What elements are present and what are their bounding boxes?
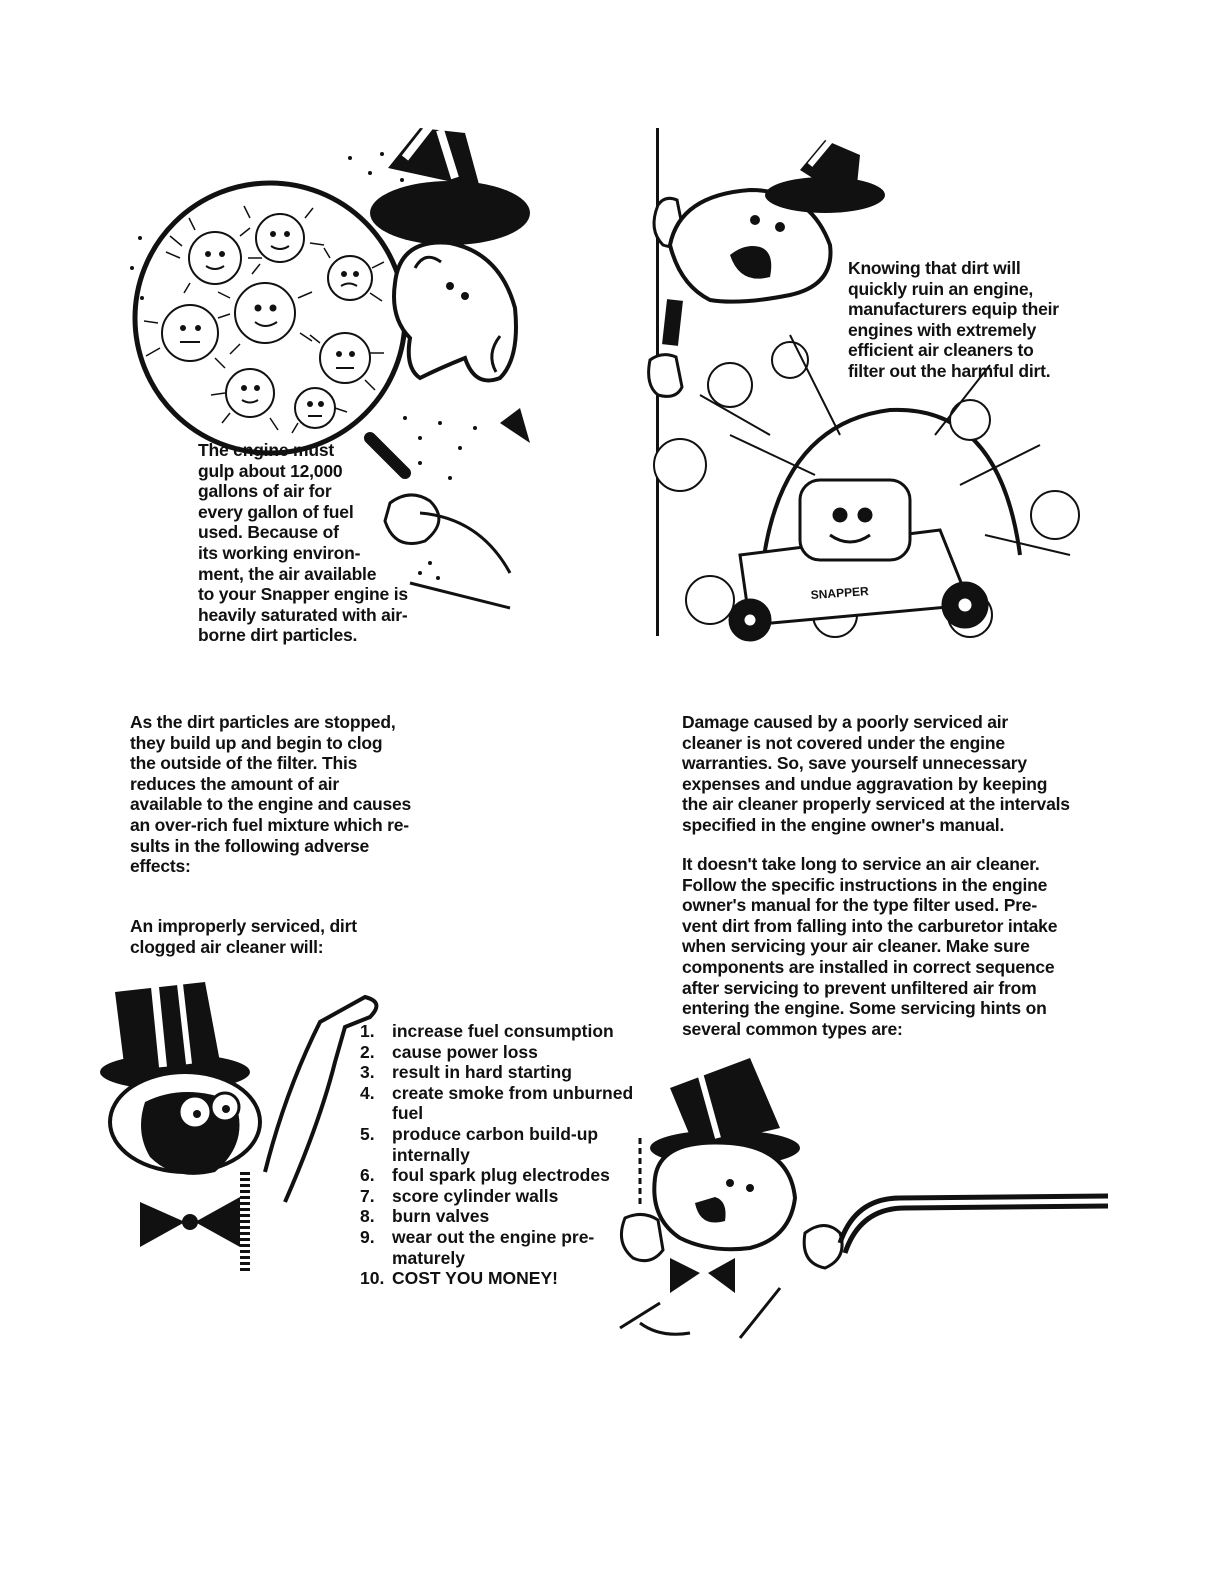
list-item: 8. burn valves [360,1206,490,1227]
gas-mask-mascot-illustration [85,972,385,1272]
air-cleaner-illustration [640,135,1100,650]
left-column-text-2 [130,916,357,957]
list-item: 3. result in hard starting [360,1062,572,1083]
left-para-2: An improperly serviced, dirt clogged air cleaner will: [130,916,357,957]
lawnmower [730,480,987,640]
list-item: 10. COST YOU MONEY! [360,1268,558,1289]
right-para-1: Damage caused by a poorly serviced air cleaner is not covered under the engine warranties. So, save yourself unnecessary expenses and undue aggravation by keeping the air cleaner properly serviced at the intervals specified in the engine owner's manual. [682,712,1070,835]
right-para-2: It doesn't take long to service an air cleaner. Follow the specific instructions in the engine owner's manual for the type filter used. Pre- vent dirt from falling into the carburetor intake when servicing your air cleaner. Make sure components are installed in correct sequence after servicing to prevent unfiltered air from entering the engine. Some servicing hints on several common types are: [682,854,1058,1039]
effects-list [360,1021,633,1289]
bow-tie [500,403,540,448]
left-para-1: As the dirt particles are stopped, they build up and begin to clog the outside of the filter. This reduces the amount of air available to the engine and causes an over-rich fuel mixture which re- sults in the following adverse effects: [130,712,412,877]
list-item: 4. create smoke from unburned fuel [360,1082,634,1124]
right-column-text-2 [682,854,1057,1039]
bow-tie [670,1258,735,1293]
list-item: 9. wear out the engine pre- maturely [360,1226,595,1268]
top-hat [370,128,530,245]
list-item: 5. produce carbon build-up internally [360,1123,599,1165]
list-item: 7. score cylinder walls [360,1185,559,1206]
panel1-caption: The engine must gulp about 12,000 gallons of air for every gallon of fuel used. Because of its working environ- ment, the air available to your Snapper engine is heavily saturated with air- borne dirt particles. [198,440,408,646]
right-column-text [682,712,1070,836]
mascot-hand-left [621,1214,663,1260]
mower-logo: SNAPPER [810,584,870,603]
pointing-arm [265,997,376,1202]
panel2-caption: Knowing that dirt will quickly ruin an engine, manufacturers equip their engines with extremely efficient air cleaners to filter out the harmful dirt. [848,258,1059,381]
list-item: 2. cause power loss [360,1041,538,1062]
list-item: 6. foul spark plug electrodes [360,1165,610,1186]
left-column-text [130,712,411,877]
pipe-mascot-illustration [600,1048,1110,1343]
air-pipe [840,1196,1108,1243]
peeking-hand-bottom [649,355,682,397]
mascot-head [394,243,516,381]
mascot-hand-right [804,1226,842,1269]
list-item: 1. increase fuel consumption [360,1021,614,1041]
